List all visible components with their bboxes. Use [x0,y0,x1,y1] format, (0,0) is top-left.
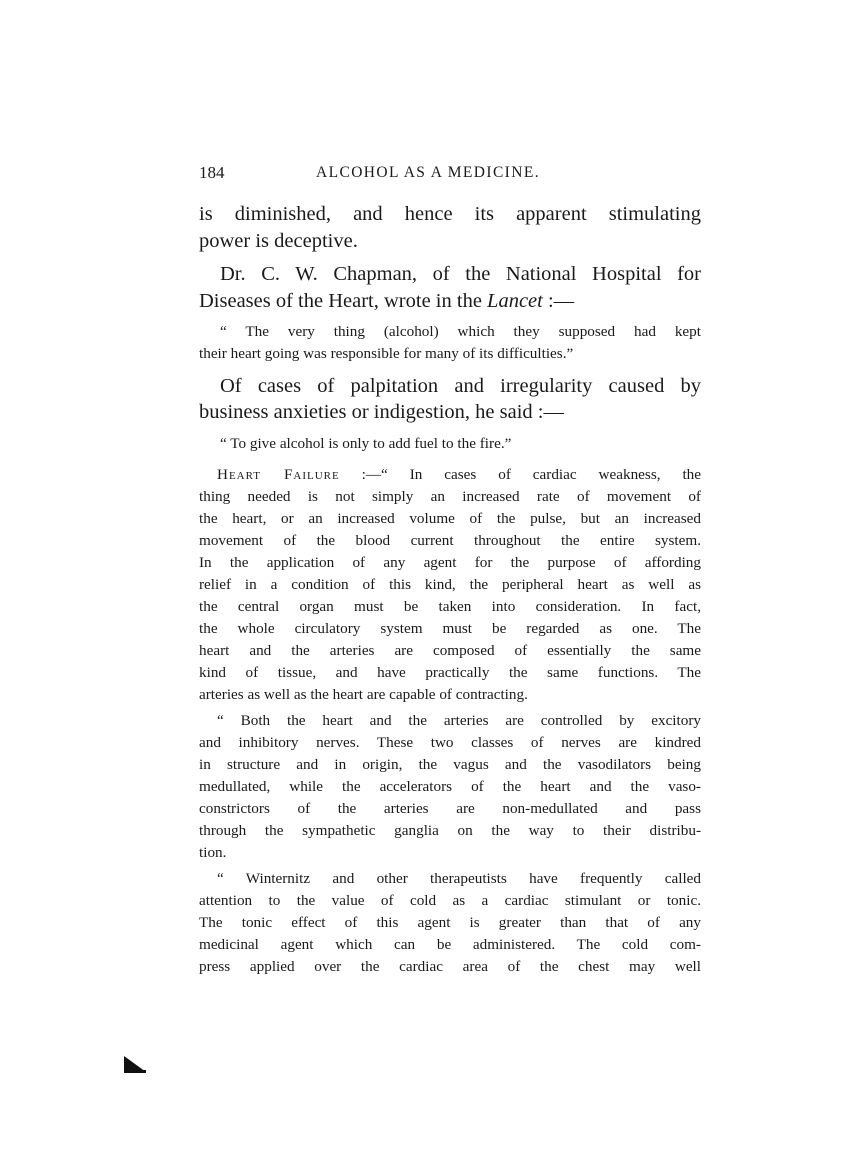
body-line: In the application of any agent for the purpose of affording [199,554,701,571]
body-line: the heart, or an increased volume of the pulse, but an increased [199,510,701,527]
body-line: and inhibitory nerves. These two classes of nerves are kindred [199,734,701,751]
body-line: in structure and in origin, the vagus and the vasodilators being [199,756,701,773]
body-line: through the sympathetic ganglia on the way to their distribu- [199,822,701,839]
quote-line: their heart going was responsible for many of its difficulties.” [199,345,574,362]
body-line: The tonic effect of this agent is greater than that of any [199,914,701,931]
body-line: attention to the value of cold as a cardiac stimulant or tonic. [199,892,701,909]
body-text: :—“ In cases of cardiac weakness, the [361,466,701,483]
body-line: medullated, while the accelerators of the heart and the vaso- [199,778,701,795]
body-line: business anxieties or indigestion, he said :— [199,401,564,423]
page-number: 184 [199,163,225,182]
section-heading: Heart Failure [217,466,340,483]
body-text: Diseases of the Heart, wrote in the [199,290,488,312]
body-line: the central organ must be taken into consideration. In fact, [199,598,701,615]
body-line: constrictors of the arteries are non-medullated and pass [199,800,701,817]
body-line: “ Winternitz and other therapeutists have frequently called [217,870,701,887]
body-line: Dr. C. W. Chapman, of the National Hospital for [220,263,701,285]
body-line: heart and the arteries are composed of essentially the same [199,642,701,659]
body-line: power is deceptive. [199,230,358,252]
body-line: movement of the blood current throughout the entire system. [199,532,701,549]
body-line: “ Both the heart and the arteries are controlled by excitory [217,712,701,729]
body-line: Of cases of palpitation and irregularity caused by [220,375,701,397]
body-text: :— [542,290,575,312]
body-line: the whole circulatory system must be regarded as one. The [199,620,701,637]
body-line: medicinal agent which can be administered. The cold com- [199,936,701,953]
quote-line: “ To give alcohol is only to add fuel to the fire.” [220,435,512,452]
body-line [199,289,701,313]
body-line: press applied over the cardiac area of the chest may well [199,958,701,975]
scan-corner-base [124,1070,146,1073]
body-line: arteries as well as the heart are capable of contracting. [199,686,528,703]
body-line [217,465,701,485]
quote-line: “ The very thing (alcohol) which they supposed had kept [220,323,701,340]
body-line: is diminished, and hence its apparent stimulating [199,203,701,225]
body-line: relief in a condition of this kind, the peripheral heart as well as [199,576,701,593]
body-line: kind of tissue, and have practically the same functions. The [199,664,701,681]
body-line: tion. [199,844,227,861]
body-line: thing needed is not simply an increased rate of movement of [199,488,701,505]
running-title: ALCOHOL AS A MEDICINE. [316,164,540,181]
journal-title: Lancet [487,290,543,312]
